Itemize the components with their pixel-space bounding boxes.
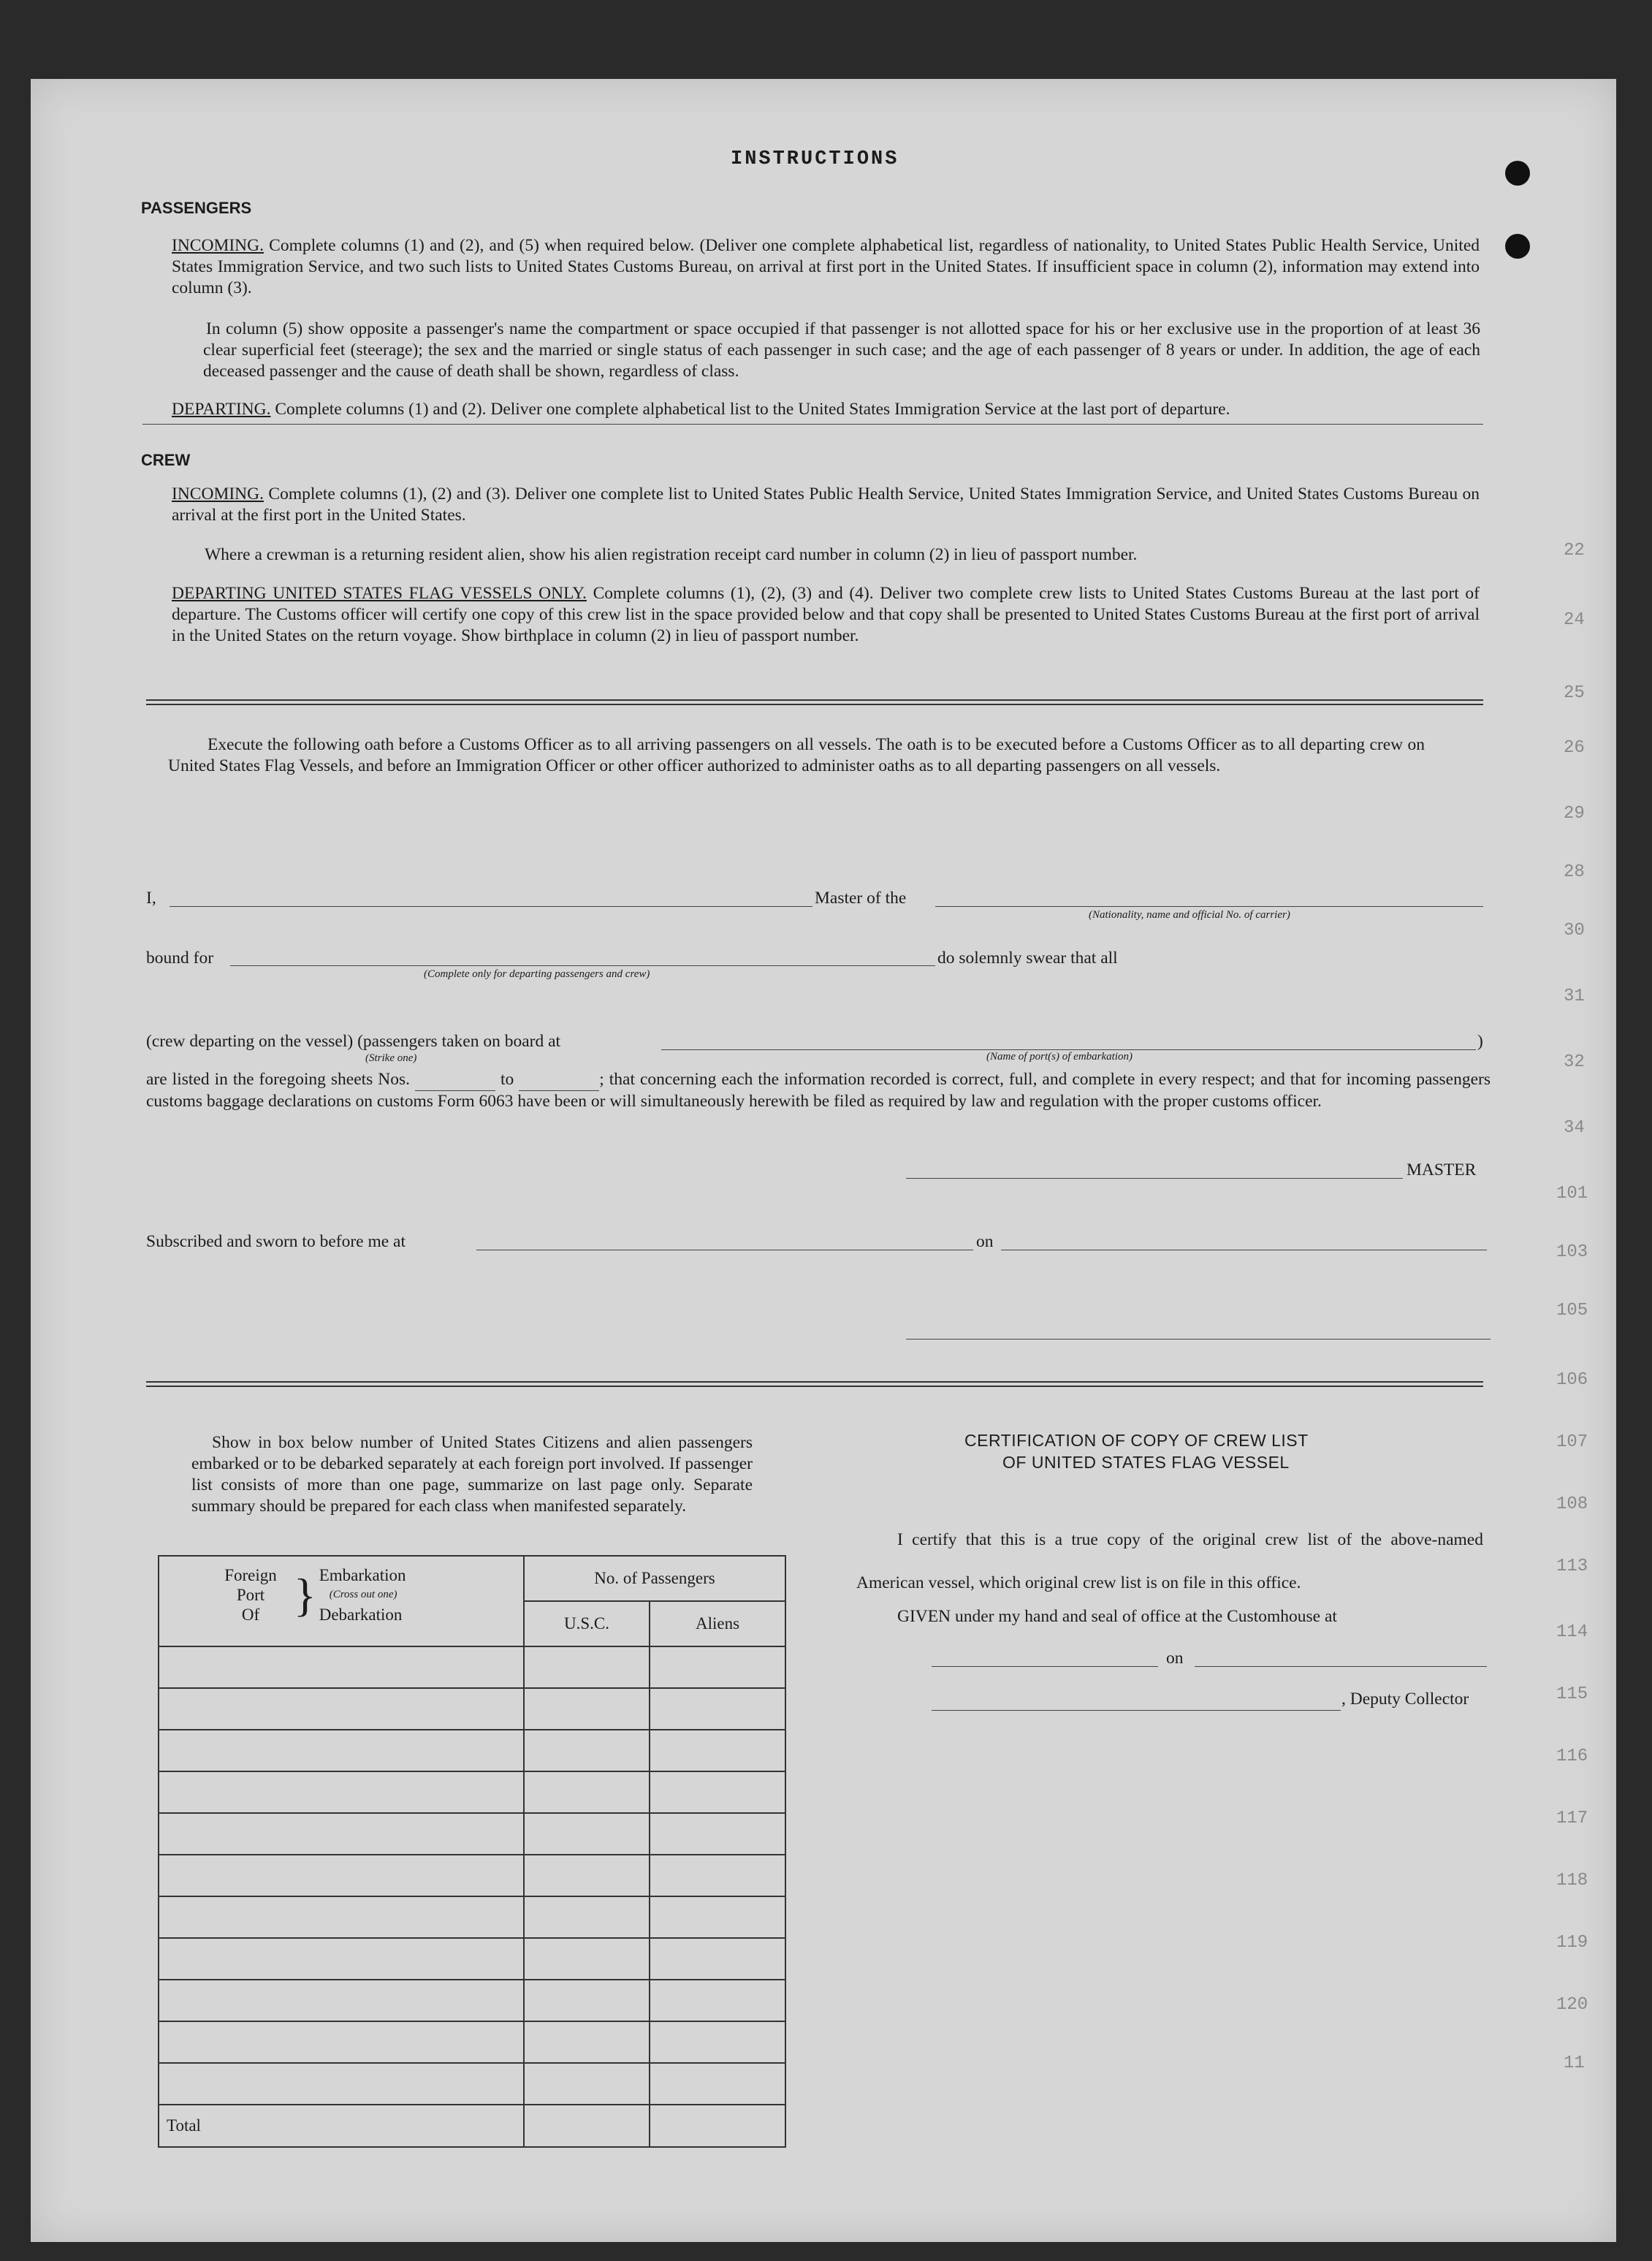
total-aliens-cell[interactable] (650, 2105, 785, 2147)
double-rule (146, 1386, 1483, 1387)
usc-cell[interactable] (524, 1855, 650, 1896)
aliens-header: Aliens (650, 1601, 785, 1646)
bleed-through: 30 (1564, 921, 1585, 940)
port-cell[interactable] (159, 2021, 524, 2063)
aliens-cell[interactable] (650, 2063, 785, 2105)
bleed-through: 24 (1564, 610, 1585, 630)
bleed-through: 101 (1556, 1184, 1588, 1204)
crew-departing-text: Complete columns (1), (2), (3) and (4). Deliver two complete crew lists to United States Customs Bureau at the last port of departure. The Customs officer will certify one copy of this crew list in the space provided below and that copy shall be presented to United States Customs Bureau at the first port of arrival in the United States on the return voyage. Show birthplace in column (2) in lieu of passport number. (172, 584, 1480, 645)
cert-date-line (1195, 1666, 1487, 1667)
usc-cell[interactable] (524, 1980, 650, 2021)
embarkation-label: Embarkation (319, 1566, 406, 1584)
passengers-departing-text: Complete columns (1) and (2). Deliver one complete alphabetical list to the United States Immigration Service at the last port of departure. (275, 400, 1230, 419)
table-row (159, 1688, 785, 1730)
table-row (159, 1771, 785, 1813)
sheet-to-field (519, 1069, 599, 1091)
bleed-through: 11 (1564, 2053, 1585, 2073)
passenger-summary-table (158, 1555, 786, 2148)
table-row (159, 2063, 785, 2105)
table-row (159, 1813, 785, 1855)
punch-hole (1505, 161, 1530, 186)
bleed-through: 32 (1564, 1052, 1585, 1072)
bleed-through: 114 (1556, 1622, 1588, 1642)
bleed-through: 116 (1556, 1747, 1588, 1766)
page-title: INSTRUCTIONS (731, 148, 899, 170)
bleed-through: 118 (1556, 1871, 1588, 1890)
cert-certify-text: I certify that this is a true copy of the original crew list of the above-named American vessel, which original crew list is on file in this office. (856, 1530, 1483, 1592)
col-of: Of (241, 1606, 260, 1624)
deputy-signature-line (932, 1710, 1341, 1711)
bleed-through: 105 (1556, 1301, 1588, 1320)
usc-header: U.S.C. (524, 1601, 650, 1646)
bleed-through: 31 (1564, 987, 1585, 1006)
bleed-through: 120 (1556, 1995, 1588, 2015)
master-signature-line (906, 1178, 1403, 1179)
cert-given-text: GIVEN under my hand and seal of office at the Customhouse at (897, 1607, 1337, 1626)
passengers-column5-text: In column (5) show opposite a passenger's name the compartment or space occupied if that passenger is not allotted space for his or her exclusive use in the proportion of at least 36 clear superficial feet (steerage); the sex and the married or single status of each passenger in such case; and the age of each passenger of 8 years or under. In addition, the age of each deceased passenger and the cause of death shall be shown, regardless of class. (203, 319, 1480, 381)
divider (142, 424, 1483, 425)
usc-cell[interactable] (524, 1771, 650, 1813)
bleed-through: 25 (1564, 683, 1585, 703)
aliens-cell[interactable] (650, 1688, 785, 1730)
usc-cell[interactable] (524, 1813, 650, 1855)
port-cell[interactable] (159, 1980, 524, 2021)
cert-on: on (1166, 1649, 1184, 1668)
aliens-cell[interactable] (650, 1896, 785, 1938)
port-cell[interactable] (159, 1855, 524, 1896)
total-label: Total (159, 2105, 524, 2147)
crew-incoming-label: INCOMING. (172, 484, 264, 503)
oath-master-of: Master of the (815, 889, 907, 908)
crew-departing-block (172, 583, 1480, 647)
table-row (159, 1646, 785, 1688)
oath-i-label: I, (146, 889, 156, 908)
table-row (159, 1980, 785, 2021)
port-cell[interactable] (159, 1646, 524, 1688)
oath-swear: do solemnly swear that all (937, 949, 1118, 968)
aliens-cell[interactable] (650, 2021, 785, 2063)
passengers-heading: PASSENGERS (141, 199, 252, 217)
usc-cell[interactable] (524, 1730, 650, 1771)
bleed-through: 34 (1564, 1118, 1585, 1138)
no-passengers-header: No. of Passengers (524, 1556, 785, 1601)
oath-listed-a: are listed in the foregoing sheets Nos. (146, 1070, 411, 1089)
col-port: Port (236, 1586, 265, 1604)
bleed-through: 115 (1556, 1684, 1588, 1704)
bleed-through: 103 (1556, 1242, 1588, 1262)
usc-cell[interactable] (524, 1688, 650, 1730)
total-row (159, 2105, 785, 2147)
ports-note: (Name of port(s) of embarkation) (986, 1051, 1133, 1063)
bleed-through: 119 (1556, 1933, 1588, 1953)
port-cell[interactable] (159, 1688, 524, 1730)
cert-place-line (932, 1666, 1158, 1667)
deputy-collector-label: , Deputy Collector (1341, 1690, 1469, 1709)
total-usc-cell[interactable] (524, 2105, 650, 2147)
cert-title-2: OF UNITED STATES FLAG VESSEL (1002, 1453, 1290, 1472)
debarkation-label: Debarkation (319, 1606, 403, 1624)
usc-cell[interactable] (524, 1896, 650, 1938)
punch-hole (1505, 234, 1530, 259)
subscribed-label: Subscribed and sworn to before me at (146, 1232, 406, 1251)
aliens-cell[interactable] (650, 1730, 785, 1771)
oath-listed-block (146, 1069, 1491, 1112)
double-rule (146, 699, 1483, 701)
complete-only-note: (Complete only for departing passengers and crew) (424, 968, 650, 980)
table-row (159, 1938, 785, 1980)
crew-incoming-text: Complete columns (1), (2) and (3). Deliver one complete list to United States Public Health Service, United States Immigration Service, and United States Customs Bureau on arrival at the first port in the United States. (172, 484, 1480, 525)
table-row (159, 2021, 785, 2063)
crew-departing-label: DEPARTING UNITED STATES FLAG VESSELS ONLY. (172, 584, 587, 603)
bleed-through: 107 (1556, 1432, 1588, 1452)
usc-cell[interactable] (524, 1938, 650, 1980)
bleed-through: 117 (1556, 1809, 1588, 1828)
master-label: MASTER (1407, 1160, 1477, 1179)
bleed-through: 28 (1564, 862, 1585, 882)
port-cell[interactable] (159, 2063, 524, 2105)
double-rule (146, 704, 1483, 705)
port-header-cell (159, 1556, 524, 1646)
oath-bound-for: bound for (146, 949, 214, 968)
aliens-cell[interactable] (650, 1855, 785, 1896)
oath-to: to (500, 1070, 514, 1089)
cross-out-note: (Cross out one) (329, 1589, 397, 1600)
table-row (159, 1896, 785, 1938)
passengers-departing-label: DEPARTING. (172, 400, 271, 419)
bleed-through: 113 (1556, 1557, 1588, 1576)
double-rule (146, 1381, 1483, 1383)
subscribed-on: on (976, 1232, 994, 1251)
ports-line (661, 1049, 1476, 1050)
sheet-from-field (415, 1069, 495, 1091)
bleed-through: 106 (1556, 1370, 1588, 1390)
crew-incoming-block (172, 484, 1480, 526)
cert-title-1: CERTIFICATION OF COPY OF CREW LIST (964, 1431, 1309, 1450)
aliens-cell[interactable] (650, 1813, 785, 1855)
crew-heading: CREW (141, 451, 191, 469)
port-cell[interactable] (159, 1896, 524, 1938)
oath-close-paren: ) (1477, 1032, 1483, 1051)
table-row (159, 1730, 785, 1771)
oath-crew-departing: (crew departing on the vessel) (passengers taken on board at (146, 1032, 561, 1051)
oath-intro: Execute the following oath before a Customs Officer as to all arriving passengers on all vessels. The oath is to be executed before a Customs Officer as to all departing crew on United States Flag Vessels, and before an Immigration Officer or other officer authorized to administer oaths as to all departing passengers on all vessels. (168, 735, 1425, 775)
aliens-cell[interactable] (650, 1646, 785, 1688)
passengers-incoming-block (172, 235, 1480, 299)
summary-text: Show in box below number of United States Citizens and alien passengers embarked or to be debarked separately at each foreign port involved. If passenger list consists of more than one page, summarize on last page only. Separate summary should be prepared for each class when manifested separately. (191, 1433, 753, 1516)
bleed-through: 108 (1556, 1494, 1588, 1514)
usc-cell[interactable] (524, 2063, 650, 2105)
officer-signature-line (906, 1339, 1491, 1340)
usc-cell[interactable] (524, 1646, 650, 1688)
master-name-line (170, 906, 812, 907)
aliens-cell[interactable] (650, 1771, 785, 1813)
aliens-cell[interactable] (650, 1938, 785, 1980)
passengers-incoming-label: INCOMING. (172, 236, 264, 255)
oath-listed-b: ; that concerning each the information recorded is correct, full, and complete in every respect; and that for incoming passengers customs baggage declarations on customs Form 6063 have been or will simultaneously herewith be filed as required by law and regulation with the proper customs officer. (146, 1070, 1491, 1111)
crew-alien-text: Where a crewman is a returning resident alien, show his alien registration receipt card number in column (2) in lieu of passport number. (205, 545, 1138, 564)
port-cell[interactable] (159, 1730, 524, 1771)
carrier-line (935, 906, 1483, 907)
port-cell[interactable] (159, 1813, 524, 1855)
col-foreign: Foreign (224, 1566, 277, 1584)
table-row (159, 1855, 785, 1896)
aliens-cell[interactable] (650, 1980, 785, 2021)
bleed-through: 22 (1564, 541, 1585, 560)
bleed-through: 26 (1564, 738, 1585, 758)
bleed-through: 29 (1564, 804, 1585, 824)
port-cell[interactable] (159, 1771, 524, 1813)
brace-icon: } (294, 1568, 316, 1621)
carrier-note: (Nationality, name and official No. of carrier) (1089, 909, 1290, 921)
strike-one-note: (Strike one) (365, 1052, 417, 1064)
bound-for-line (230, 965, 935, 966)
port-cell[interactable] (159, 1938, 524, 1980)
usc-cell[interactable] (524, 2021, 650, 2063)
passengers-departing-block (172, 399, 1487, 420)
passengers-incoming-text: Complete columns (1) and (2), and (5) when required below. (Deliver one complete alphabetical list, regardless of nationality, to United States Public Health Service, United States Immigration Service, and two such lists to United States Customs Bureau, on arrival at first port in the United States. If insufficient space in column (2), information may extend into column (3). (172, 236, 1480, 297)
